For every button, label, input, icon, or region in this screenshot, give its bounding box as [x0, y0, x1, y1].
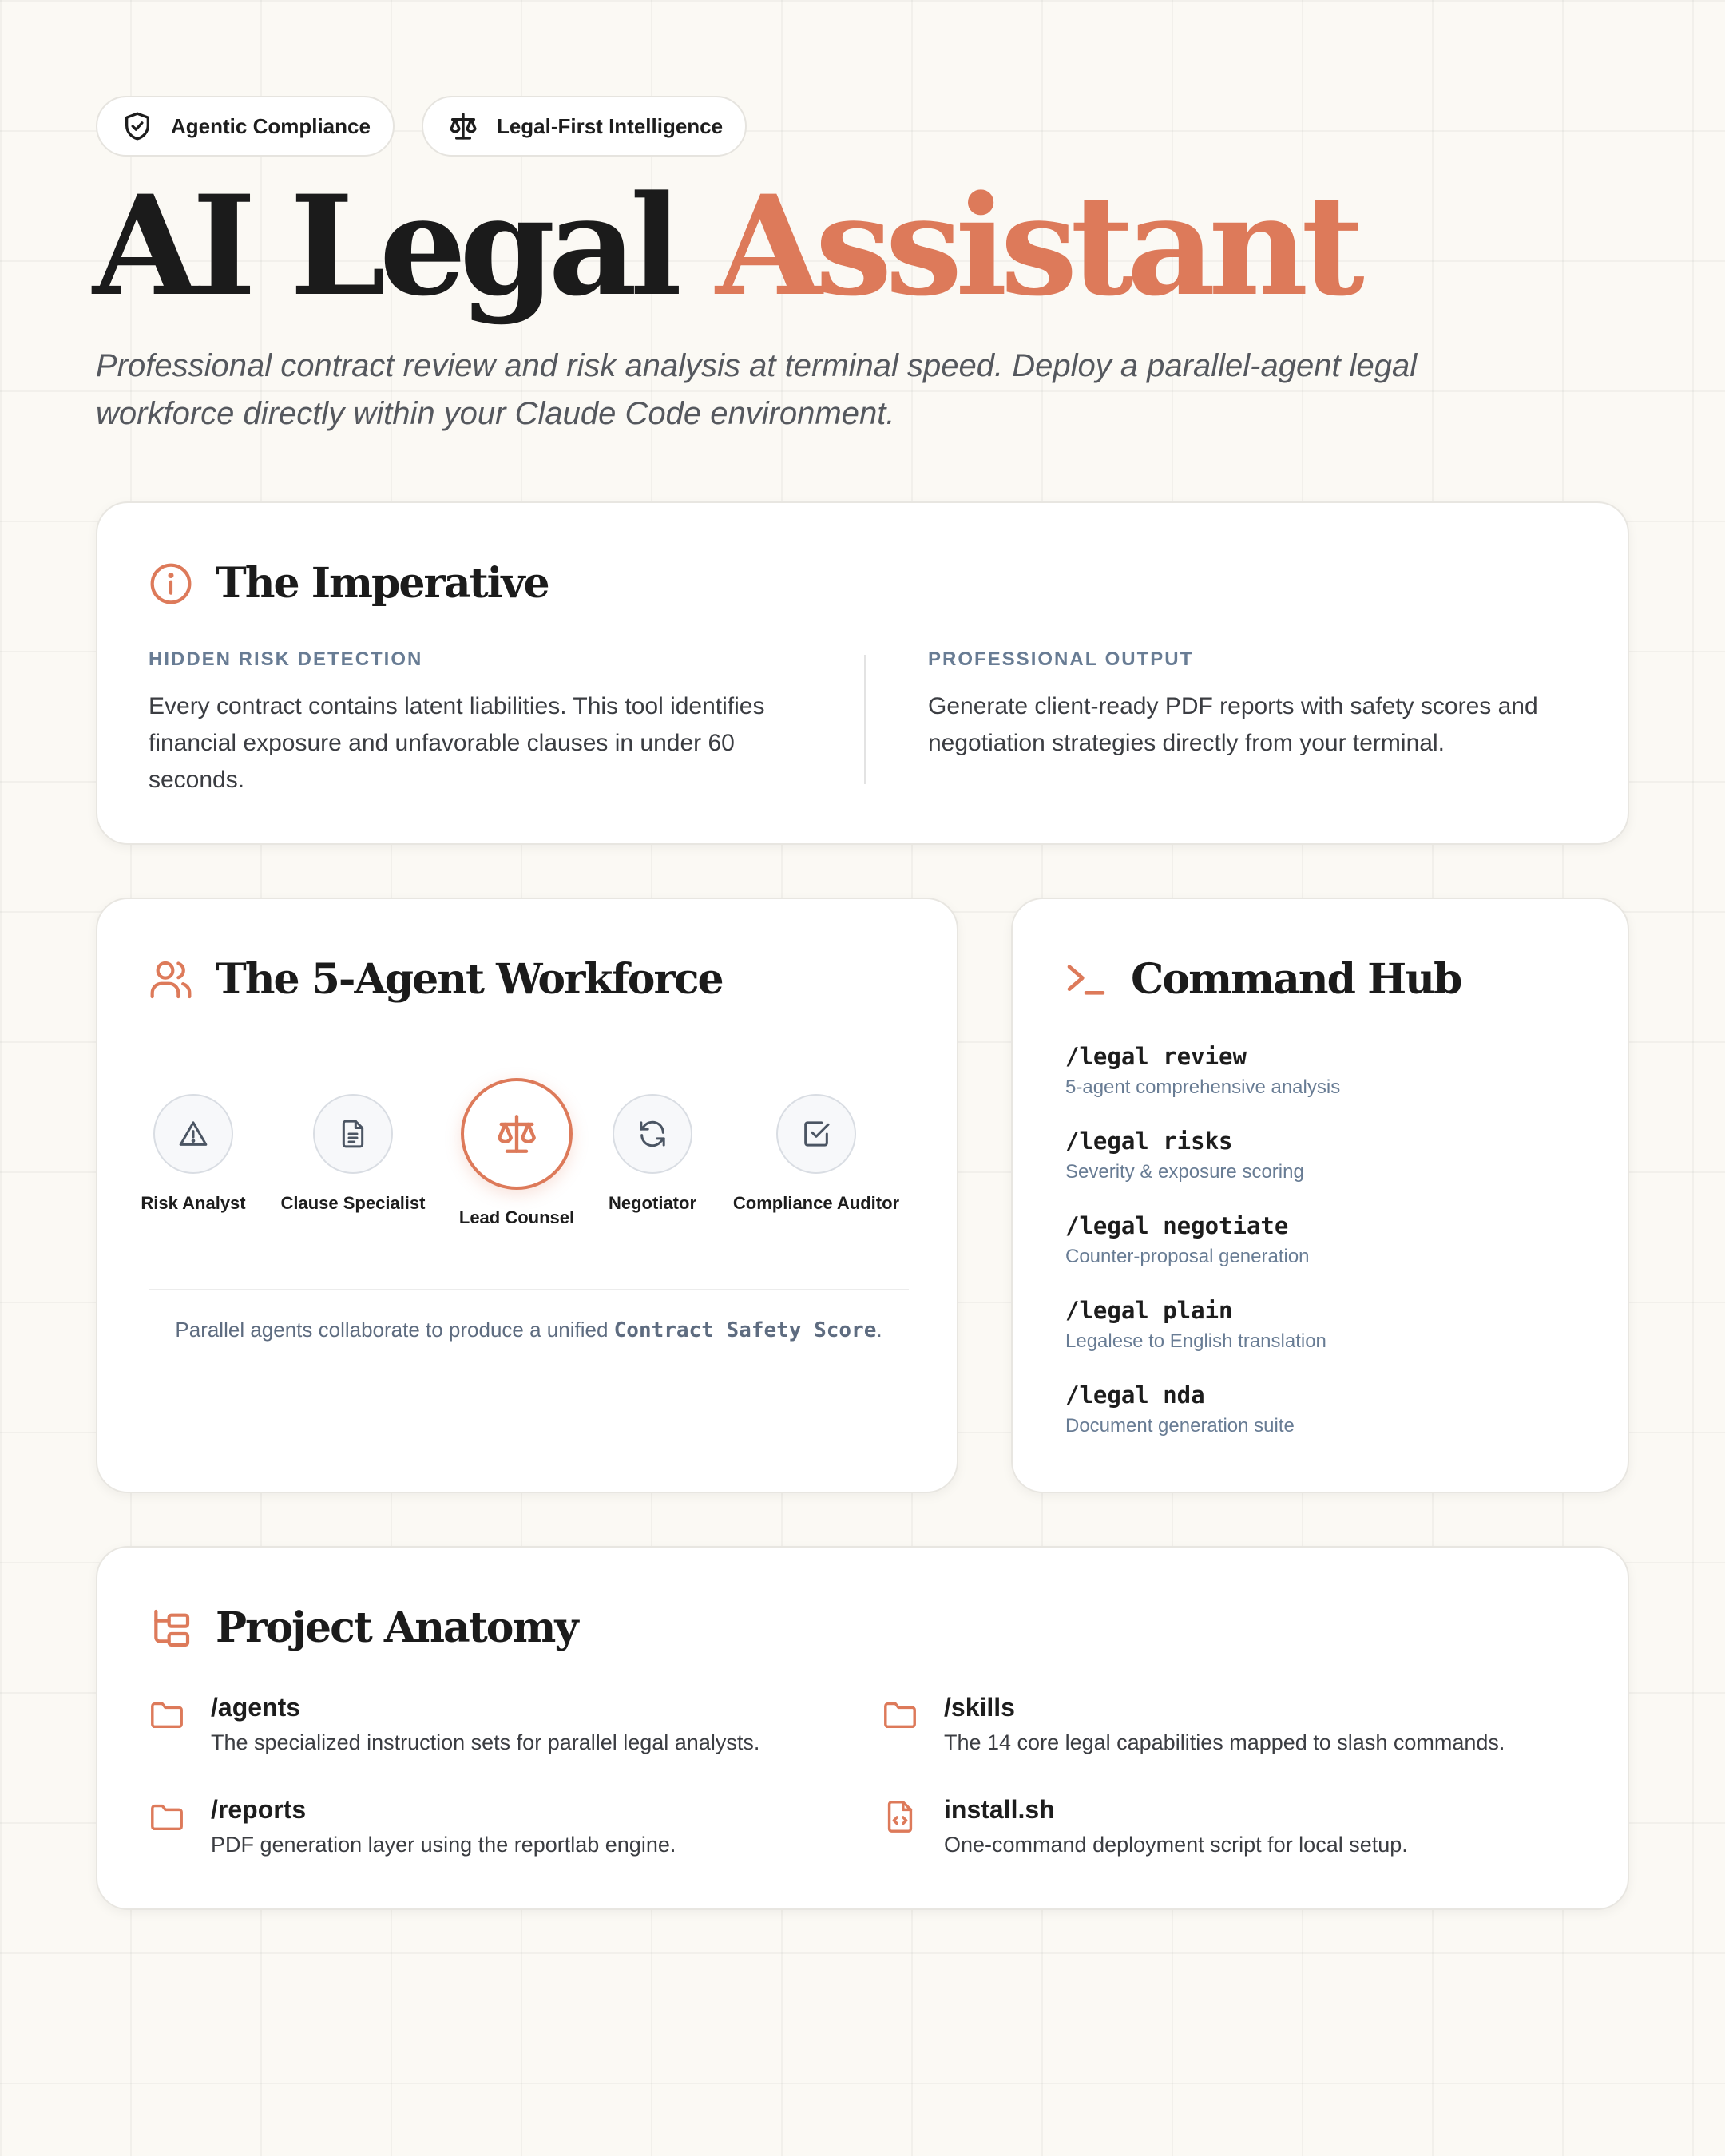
- terminal-icon: [1064, 957, 1108, 1002]
- imperative-title: The Imperative: [216, 559, 549, 608]
- column-text: Every contract contains latent liabilities. This tool identifies financial exposure and unfavorable clauses in under 60 seconds.: [149, 693, 765, 793]
- workforce-card: [96, 898, 958, 1493]
- command-desc: Document generation suite: [1065, 1415, 1295, 1437]
- command-item[interactable]: [1065, 1128, 1304, 1183]
- title-main: AI Legal: [93, 164, 676, 327]
- imperative-header: [149, 559, 549, 608]
- folder-icon: [149, 1798, 185, 1835]
- item-name: install.sh: [944, 1795, 1055, 1824]
- safety-score-code: Contract Safety Score: [613, 1318, 877, 1342]
- agent-negotiator[interactable]: [557, 1094, 748, 1214]
- refresh-icon: [636, 1118, 668, 1150]
- command-hub-card: [1011, 898, 1629, 1493]
- shield-check-icon: [121, 110, 153, 142]
- badge-agentic-compliance: [96, 96, 395, 157]
- badge-label: Agentic Compliance: [171, 113, 371, 138]
- command-item[interactable]: [1065, 1297, 1326, 1353]
- folder-icon: [149, 1696, 185, 1733]
- command-item[interactable]: [1065, 1381, 1295, 1437]
- command-desc: 5-agent comprehensive analysis: [1065, 1076, 1341, 1098]
- imperative-card: [96, 501, 1629, 845]
- badge-label: Legal-First Intelligence: [496, 113, 724, 138]
- hidden-risk-column: [149, 648, 787, 799]
- column-label: PROFESSIONAL OUTPUT: [928, 648, 1194, 670]
- file-code-icon: [882, 1798, 918, 1835]
- folder-icon: [882, 1696, 918, 1733]
- project-anatomy-header: [149, 1603, 577, 1652]
- footer-prefix: Parallel agents collaborate to produce a unified: [175, 1318, 614, 1342]
- anatomy-item-skills[interactable]: [882, 1693, 1505, 1755]
- command-item[interactable]: [1065, 1212, 1310, 1268]
- item-desc: One-command deployment script for local setup.: [944, 1833, 1408, 1857]
- workforce-divider: [149, 1289, 909, 1290]
- anatomy-item-install[interactable]: [882, 1795, 1408, 1857]
- anatomy-item-reports[interactable]: [149, 1795, 676, 1857]
- warning-icon: [177, 1118, 209, 1150]
- command-name: /legal review: [1065, 1043, 1247, 1070]
- workforce-footer: [97, 1318, 960, 1342]
- info-icon: [149, 561, 193, 606]
- project-anatomy-card: [96, 1546, 1629, 1910]
- checkbox-icon: [800, 1118, 832, 1150]
- agent-name: Negotiator: [609, 1193, 696, 1213]
- professional-output-column: [928, 648, 1583, 762]
- item-name: /reports: [211, 1795, 307, 1824]
- command-name: /legal nda: [1065, 1381, 1205, 1409]
- command-name: /legal risks: [1065, 1128, 1233, 1155]
- agent-avatar: [776, 1094, 856, 1174]
- users-icon: [149, 957, 193, 1002]
- agent-name: Lead Counsel: [458, 1207, 575, 1227]
- agent-compliance-auditor[interactable]: [720, 1094, 912, 1214]
- item-name: /skills: [944, 1693, 1015, 1722]
- agent-avatar: [613, 1094, 692, 1174]
- command-item[interactable]: [1065, 1043, 1340, 1099]
- agent-avatar: [313, 1094, 393, 1174]
- agent-name: Compliance Auditor: [732, 1193, 900, 1213]
- command-desc: Counter-proposal generation: [1065, 1246, 1310, 1267]
- command-desc: Legalese to English translation: [1065, 1330, 1326, 1352]
- anatomy-item-agents[interactable]: [149, 1693, 759, 1755]
- column-text: Generate client-ready PDF reports with safety scores and negotiation strategies directly from your terminal.: [928, 693, 1538, 756]
- column-label: HIDDEN RISK DETECTION: [149, 648, 423, 670]
- item-name: /agents: [211, 1693, 301, 1722]
- command-desc: Severity & exposure scoring: [1065, 1161, 1304, 1183]
- agent-avatar: [461, 1078, 573, 1190]
- agent-name: Risk Analyst: [141, 1193, 246, 1213]
- item-desc: The 14 core legal capabilities mapped to slash commands.: [944, 1730, 1505, 1754]
- footer-suffix: .: [876, 1318, 882, 1342]
- item-desc: PDF generation layer using the reportlab engine.: [211, 1833, 676, 1857]
- command-hub-header: [1064, 955, 1461, 1004]
- scale-icon: [447, 110, 479, 142]
- agent-clause-specialist[interactable]: [257, 1094, 449, 1214]
- workforce-title: The 5-Agent Workforce: [216, 955, 723, 1004]
- folder-tree-icon: [149, 1606, 193, 1651]
- document-icon: [337, 1118, 369, 1150]
- agent-name: Clause Specialist: [280, 1193, 426, 1213]
- command-name: /legal negotiate: [1065, 1212, 1289, 1239]
- title-accent: Assistant: [716, 164, 1358, 327]
- scale-icon: [494, 1111, 540, 1157]
- project-anatomy-title: Project Anatomy: [216, 1603, 577, 1652]
- page-subtitle: Professional contract review and risk analysis at terminal speed. Deploy a parallel-agent legal workforce directly within your Claude Code environment.: [96, 348, 1418, 431]
- badge-row: [96, 96, 747, 157]
- workforce-header: [149, 955, 723, 1004]
- agent-avatar: [153, 1094, 233, 1174]
- badge-legal-first: [422, 96, 747, 157]
- command-hub-title: Command Hub: [1131, 955, 1461, 1004]
- command-name: /legal plain: [1065, 1297, 1233, 1324]
- column-divider: [864, 655, 866, 784]
- item-desc: The specialized instruction sets for parallel legal analysts.: [211, 1730, 760, 1754]
- page-title: [93, 164, 1358, 327]
